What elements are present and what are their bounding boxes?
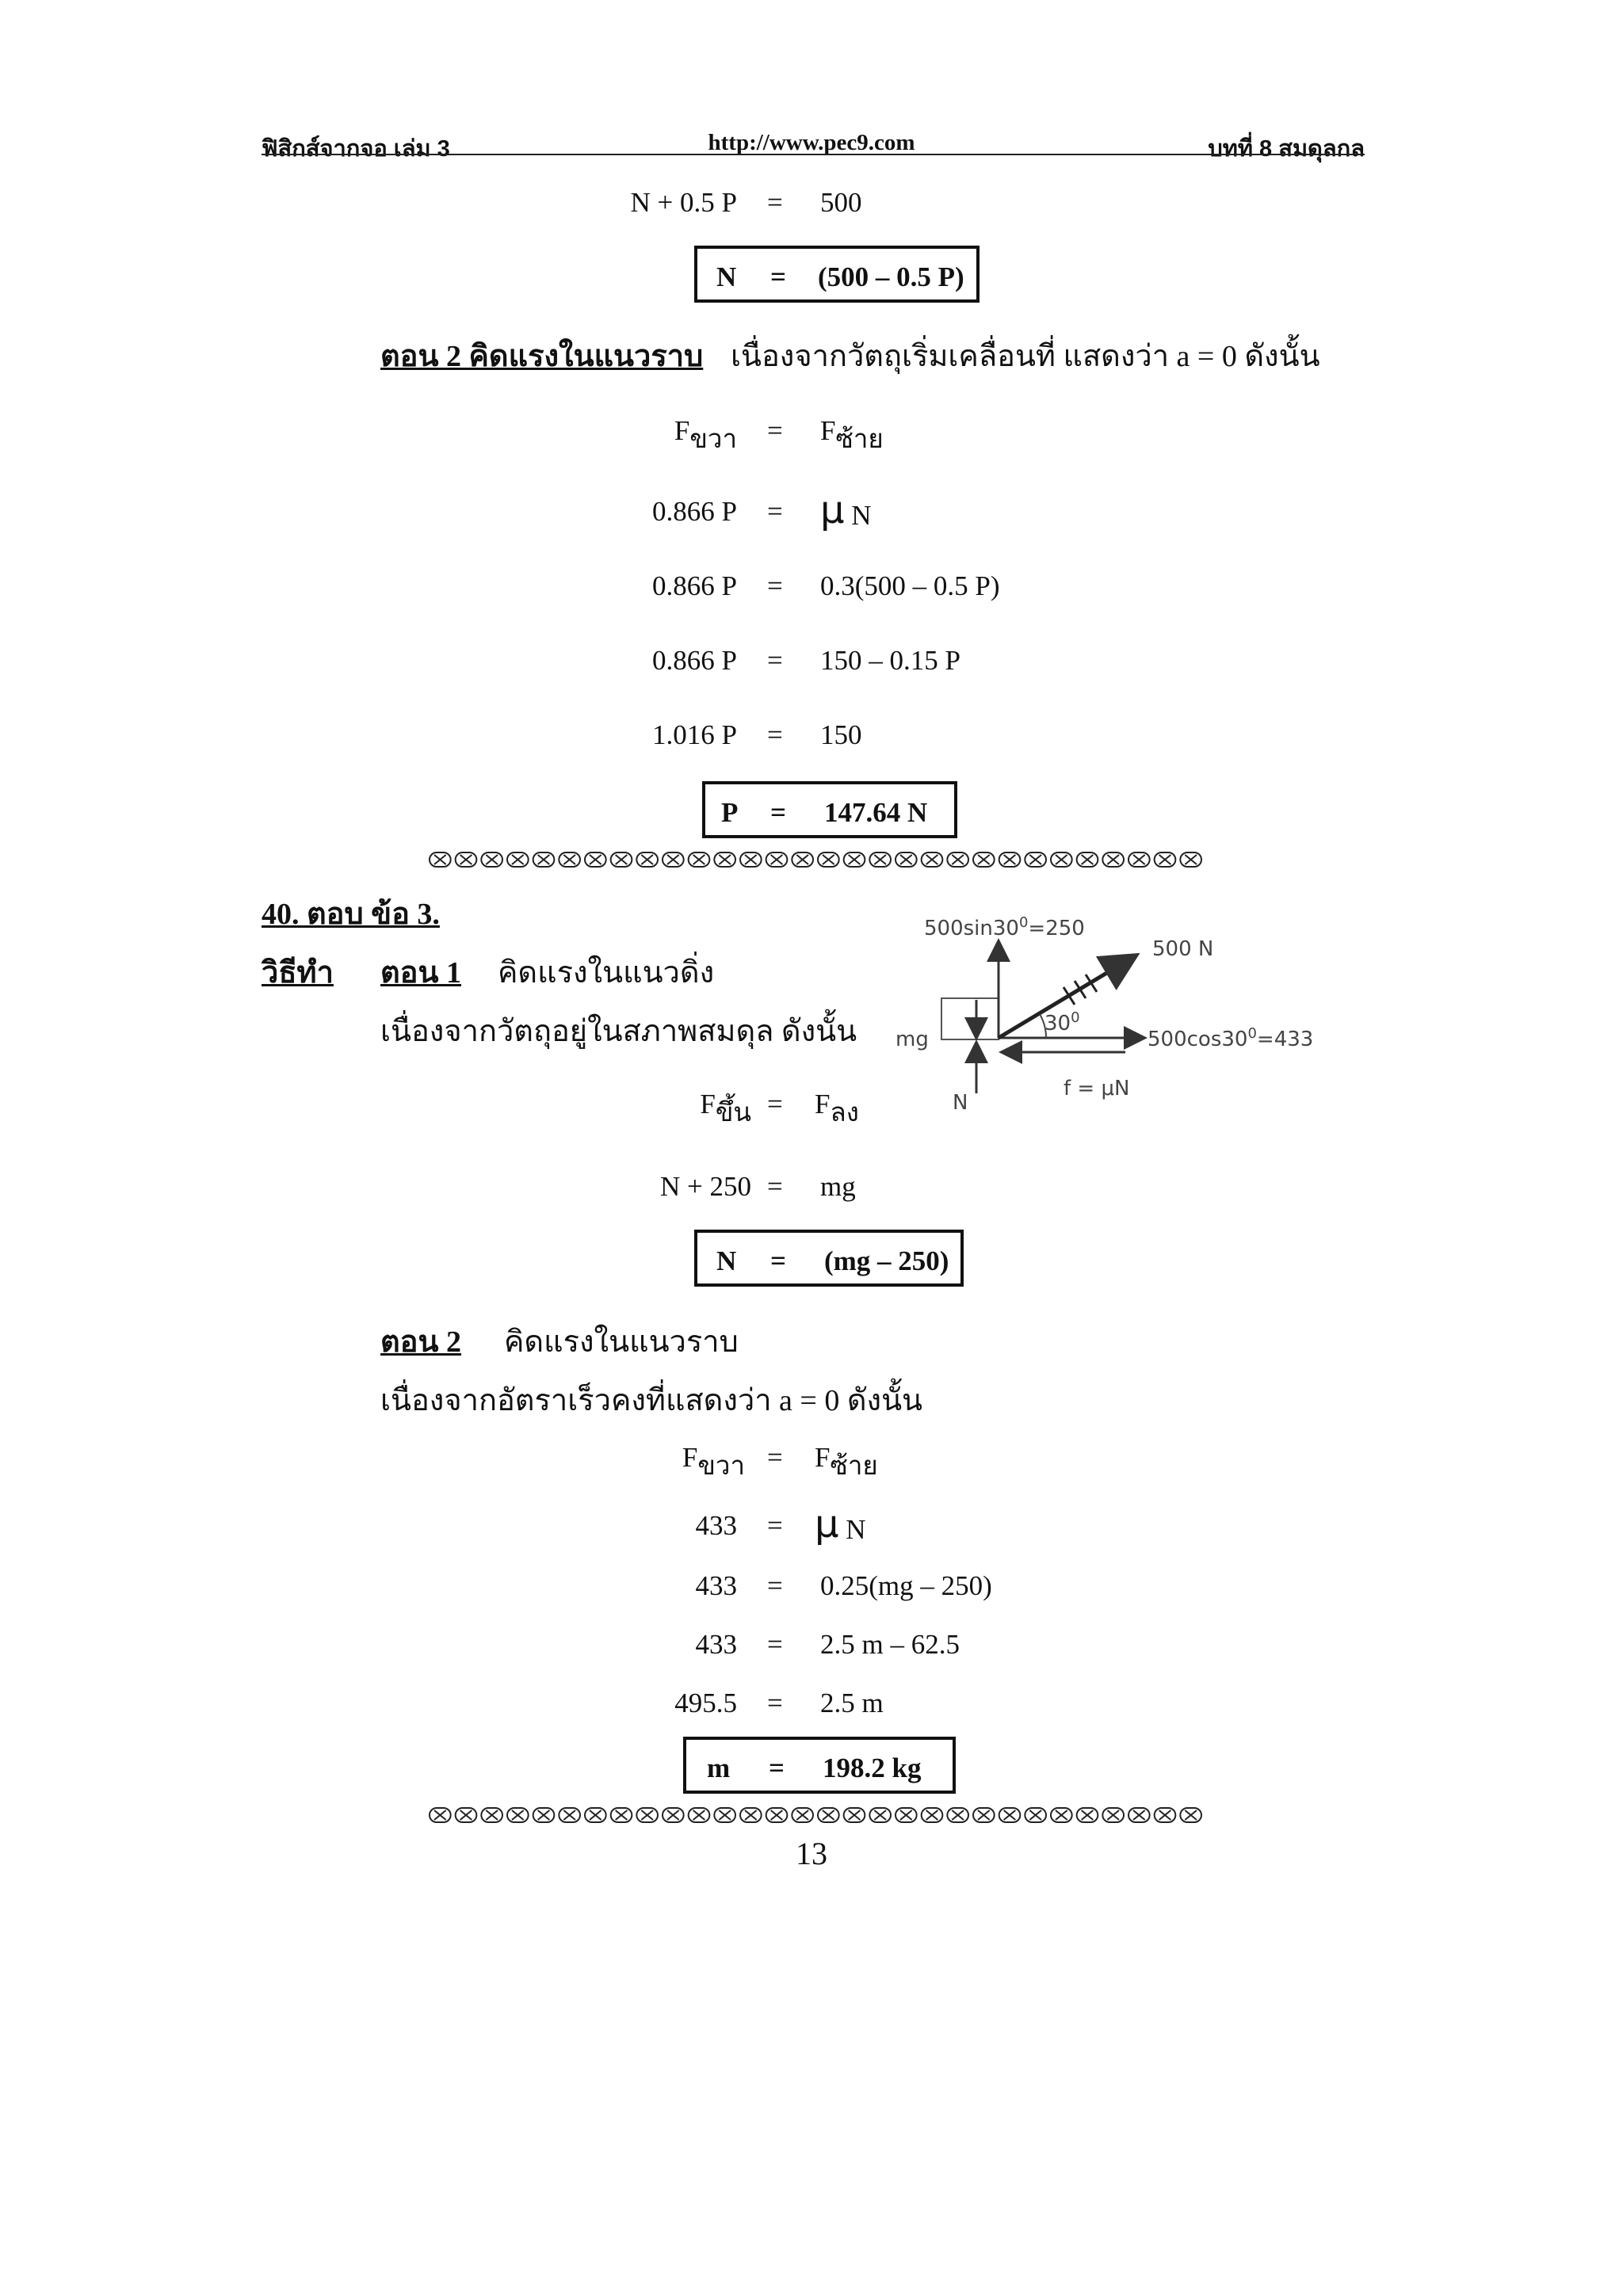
header-right: บทที่ 8 สมดุลกล — [1208, 136, 1365, 162]
equation-row: 433 = 0.25(mg – 250) — [695, 1570, 992, 1601]
ornament-divider — [428, 1803, 1205, 1827]
ornament-glyph — [507, 852, 529, 867]
ornament-glyph — [999, 1808, 1021, 1822]
header-rule — [262, 154, 1365, 155]
ornament-glyph — [818, 852, 839, 867]
step-text: เนื่องจากวัตถุอยู่ในสภาพสมดุล ดังนั้น — [380, 1015, 857, 1048]
ornament-glyph — [1155, 1808, 1176, 1822]
label-normal: N — [953, 1091, 968, 1115]
ornament-glyph — [663, 852, 684, 867]
ornament-glyph — [947, 1808, 968, 1822]
ornament-glyph — [1128, 1808, 1150, 1822]
ornament-glyph — [1180, 1808, 1201, 1822]
ornament-glyph — [999, 852, 1021, 867]
label-angle: $30^0$ — [1044, 1009, 1080, 1035]
ornament-glyph — [1051, 1808, 1072, 1822]
mu-symbol: μ — [815, 1502, 839, 1547]
ornament-glyph — [636, 1808, 658, 1822]
equation-row: 0.866 P = μ N — [652, 488, 872, 532]
ornament-glyph — [973, 852, 995, 867]
ornament-glyph — [481, 1808, 502, 1822]
equation-row: Fขวา = Fซ้าย — [674, 415, 884, 454]
step-text: คิดแรงในแนวราบ — [504, 1325, 739, 1359]
ornament-glyph — [714, 1808, 735, 1822]
equation-row: 0.866 P = 0.3(500 – 0.5 P) — [652, 570, 1000, 601]
ornament-glyph — [585, 852, 606, 867]
ornament-glyph — [922, 1808, 943, 1822]
ornament-glyph — [1102, 1808, 1124, 1822]
ornament-glyph — [766, 852, 788, 867]
ornament-glyph — [1128, 852, 1150, 867]
ornament-glyph — [1051, 852, 1072, 867]
ornament-glyph — [740, 1808, 762, 1822]
ornament-glyph — [740, 852, 762, 867]
equation-row: 495.5 = 2.5 m — [674, 1688, 884, 1718]
ornament-glyph — [1155, 852, 1176, 867]
method-label: วิธีทำ — [262, 956, 334, 990]
ornament-glyph — [585, 1808, 606, 1822]
ornament-glyph — [430, 1808, 451, 1822]
ornament-glyph — [947, 852, 968, 867]
ornament-glyph — [792, 852, 813, 867]
step-text: เนื่องจากอัตราเร็วคงที่แสดงว่า a = 0 ดังนั้น — [380, 1384, 923, 1417]
ornament-glyph — [792, 1808, 813, 1822]
ornament-glyph — [611, 1808, 632, 1822]
ornament-glyph — [818, 1808, 839, 1822]
result-box-m: m = 198.2 kg — [683, 1737, 956, 1794]
ornament-glyph — [611, 852, 632, 867]
step-text: คิดแรงในแนวดิ่ง — [498, 956, 715, 990]
equation-row: Fขึ้น = Fลง — [700, 1089, 859, 1127]
label-vertical-component: $500\sin 30^0=250$ — [924, 914, 1085, 940]
ornament-glyph — [844, 1808, 865, 1822]
ornament-glyph — [844, 852, 865, 867]
equation-row: 433 = 2.5 m – 62.5 — [695, 1629, 960, 1660]
ornament-glyph — [559, 1808, 580, 1822]
equation-row: N + 0.5 P = 500 — [630, 187, 862, 218]
ornament-glyph — [689, 1808, 710, 1822]
equation-row: 1.016 P = 150 — [652, 719, 862, 750]
ornament-glyph — [456, 852, 477, 867]
label-friction: f = μN — [1064, 1077, 1130, 1100]
ornament-glyph — [922, 852, 943, 867]
ornament-glyph — [559, 852, 580, 867]
label-horizontal-component: $500\cos 30^0=433$ — [1148, 1025, 1314, 1051]
ornament-glyph — [1077, 852, 1098, 867]
equation-row: N + 250 = mg — [659, 1171, 856, 1202]
ornament-glyph — [896, 1808, 917, 1822]
ornament-glyph — [430, 852, 451, 867]
label-applied-force: 500 N — [1152, 937, 1214, 961]
result-box-N: N = (500 – 0.5 P) — [694, 246, 980, 303]
ornament-glyph — [766, 1808, 788, 1822]
ornament-glyph — [689, 852, 710, 867]
step-label: ตอน 1 — [380, 956, 461, 990]
ornament-glyph — [869, 1808, 891, 1822]
step-label: ตอน 2 คิดแรงในแนวราบ — [380, 340, 704, 373]
ornament-glyph — [1077, 1808, 1098, 1822]
question-title: 40. ตอบ ข้อ 3. — [262, 898, 440, 931]
ornament-glyph — [663, 1808, 684, 1822]
result-box-P: P = 147.64 N — [702, 781, 957, 838]
ornament-glyph — [1102, 852, 1124, 867]
block — [941, 998, 999, 1039]
ornament-glyph — [973, 1808, 995, 1822]
label-weight: mg — [896, 1028, 929, 1051]
mu-symbol: μ — [820, 488, 845, 532]
ornament-glyph — [533, 852, 555, 867]
ornament-glyph — [1025, 1808, 1046, 1822]
ornament-glyph — [533, 1808, 555, 1822]
ornament-glyph — [714, 852, 735, 867]
equation-row: 0.866 P = 150 – 0.15 P — [652, 645, 960, 676]
ornament-glyph — [636, 852, 658, 867]
ornament-glyph — [1180, 852, 1201, 867]
ornament-glyph — [456, 1808, 477, 1822]
force-hatch — [1064, 974, 1097, 1005]
ornament-glyph — [869, 852, 891, 867]
ornament-glyph — [481, 852, 502, 867]
ornament-glyph — [896, 852, 917, 867]
ornament-glyph — [507, 1808, 529, 1822]
header-left: ฟิสิกส์จากจอ เล่ม 3 — [262, 136, 450, 162]
ornament-glyph — [1025, 852, 1046, 867]
equation-row: Fขวา = Fซ้าย — [682, 1442, 878, 1481]
step-label: ตอน 2 — [380, 1325, 461, 1359]
ornament-divider — [428, 848, 1205, 871]
result-box-N: N = (mg – 250) — [694, 1230, 964, 1287]
page-number: 13 — [796, 1836, 827, 1871]
equation-row: 433 = μ N — [695, 1502, 866, 1547]
step-text: เนื่องจากวัตถุเริ่มเคลื่อนที่ แสดงว่า a = 0 ดังนั้น — [731, 340, 1320, 373]
header-url: http://www.pec9.com — [708, 130, 915, 155]
